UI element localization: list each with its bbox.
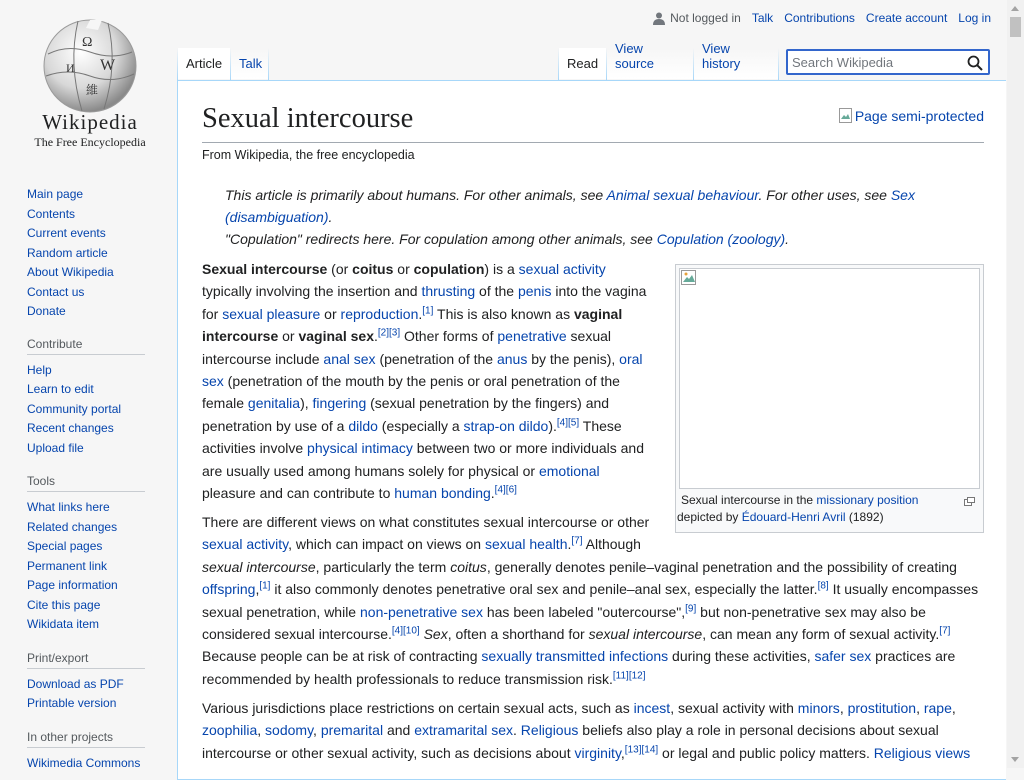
other-projects-heading: In other projects	[27, 730, 145, 748]
hatnote	[225, 184, 970, 250]
link-penis[interactable]: penis	[517, 283, 552, 300]
animal-sexual-behaviour-link[interactable]: Animal sexual behaviour	[606, 187, 759, 203]
link-physical-intimacy[interactable]: physical intimacy	[307, 440, 413, 457]
content-area	[177, 80, 1006, 780]
nav-tools	[27, 498, 152, 635]
page-title: Sexual intercourse	[202, 103, 984, 143]
sidebar-item-related-changes[interactable]: Related changes	[27, 519, 118, 534]
create-account-link[interactable]: Create account	[865, 11, 948, 25]
link-sexual-activity[interactable]: sexual activity	[518, 261, 606, 277]
link-penetrative[interactable]: penetrative	[497, 328, 567, 345]
link-incest[interactable]: incest	[633, 700, 671, 716]
sidebar-item-upload-file[interactable]: Upload file	[27, 440, 84, 455]
citation-6[interactable]: [6]	[505, 484, 517, 496]
link-oral-sex[interactable]: oral sex	[202, 350, 643, 390]
figure-caption: Sexual intercourse in the missionary position depicted by Édouard-Henri Avril (1892)	[677, 493, 919, 524]
hatnote-line-2: "Copulation" redirects here. For copulation among other animals, see Copulation (zoology).	[225, 231, 790, 247]
link-dildo[interactable]: dildo	[348, 417, 378, 434]
link-thrusting[interactable]: thrusting	[421, 283, 476, 300]
citation-7[interactable]: [7]	[571, 535, 583, 547]
link-extramarital-sex[interactable]: extramarital sex	[414, 722, 514, 739]
sidebar-item-community-portal[interactable]: Community portal	[27, 401, 122, 416]
sidebar-item-wikidata-item[interactable]: Wikidata item	[27, 617, 100, 631]
link-zoophilia[interactable]: zoophilia	[202, 722, 258, 739]
citation-12[interactable]: [12]	[628, 670, 646, 682]
citation-7b[interactable]: [7]	[939, 625, 951, 637]
sidebar-item-main-page[interactable]: Main page	[27, 187, 84, 201]
personal-tools	[653, 11, 991, 25]
link-reproduction[interactable]: reproduction	[340, 305, 419, 322]
scrollbar-thumb[interactable]	[1010, 17, 1021, 37]
puzzle-globe-icon	[38, 14, 142, 114]
site-subtitle: From Wikipedia, the free encyclopedia	[202, 148, 415, 162]
link-vagina[interactable]: vagina	[605, 283, 647, 300]
sidebar-item-contact[interactable]: Contact us	[27, 284, 85, 299]
nav-main	[27, 185, 152, 322]
logo-tagline: The Free Encyclopedia	[34, 135, 146, 149]
edouard-henri-avril-link[interactable]: Édouard-Henri Avril	[741, 510, 846, 524]
citation-1[interactable]: [1]	[422, 305, 434, 317]
not-logged-in-label: Not logged in	[670, 11, 741, 25]
link-premarital[interactable]: premarital	[320, 722, 384, 739]
tab-talk[interactable]: Talk	[231, 48, 268, 79]
tab-view-history[interactable]: View history	[694, 48, 778, 79]
sidebar-item-current-events[interactable]: Current events	[27, 226, 106, 240]
link-strap-on-dildo[interactable]: strap-on dildo	[463, 417, 549, 434]
enlarge-icon	[964, 497, 975, 506]
sidebar-item-special-pages[interactable]: Special pages	[27, 539, 103, 553]
search-input[interactable]	[788, 51, 957, 73]
protection-label: Page semi-protected	[854, 108, 984, 124]
link-sexual-health[interactable]: sexual health	[484, 536, 568, 553]
enlarge-button[interactable]	[964, 493, 975, 511]
svg-text:維: 維	[86, 83, 99, 97]
contribute-heading: Contribute	[27, 337, 145, 355]
sidebar-item-wikimedia-commons[interactable]: Wikimedia Commons	[27, 755, 141, 770]
link-fingering[interactable]: fingering	[312, 395, 367, 412]
svg-text:W: W	[100, 57, 116, 74]
hatnote-line-1: This article is primarily about humans. For other animals, see Animal sexual behaviour. For other uses, see Sex (disambiguation).	[225, 187, 915, 225]
sex-disambiguation-link[interactable]: Sex (disambiguation)	[225, 187, 915, 225]
user-icon	[653, 12, 665, 25]
citation-3[interactable]: [3]	[389, 327, 401, 339]
svg-text:И: И	[66, 61, 75, 75]
scroll-up-arrow[interactable]	[1011, 6, 1019, 11]
citation-13[interactable]: [13]	[624, 744, 642, 756]
sidebar-item-page-information[interactable]: Page information	[27, 578, 118, 592]
link-non-penetrative-sex[interactable]: non-penetrative sex	[360, 603, 483, 620]
link-sti[interactable]: sexually transmitted infections	[481, 648, 669, 665]
print-export-heading: Print/export	[27, 651, 145, 669]
citation-4c[interactable]: [4]	[391, 625, 404, 637]
link-sexual-pleasure[interactable]: sexual pleasure	[222, 305, 321, 322]
broken-image-icon	[839, 108, 853, 124]
sidebar-item-contents[interactable]: Contents	[27, 206, 76, 221]
link-prostitution[interactable]: prostitution	[847, 700, 917, 716]
broken-image-icon	[681, 270, 697, 286]
citation-2[interactable]: [2]	[377, 327, 389, 339]
link-human-bonding[interactable]: human bonding	[394, 485, 491, 502]
search-icon	[967, 55, 983, 71]
sidebar	[27, 185, 152, 773]
sidebar-item-random-article[interactable]: Random article	[27, 245, 108, 260]
sidebar-item-donate[interactable]: Donate	[27, 304, 66, 318]
wikipedia-logo[interactable]	[20, 14, 160, 154]
search-button[interactable]	[967, 55, 983, 76]
tab-view-source[interactable]: View source	[607, 48, 693, 79]
citation-14[interactable]: [14]	[641, 744, 659, 756]
sidebar-item-what-links-here[interactable]: What links here	[27, 500, 110, 514]
nav-print	[27, 675, 152, 714]
tools-heading: Tools	[27, 474, 145, 492]
citation-8[interactable]: [8]	[817, 580, 829, 592]
link-minors[interactable]: minors	[797, 700, 840, 716]
nav-contribute	[27, 361, 152, 459]
sidebar-item-printable-version[interactable]: Printable version	[27, 696, 117, 710]
scroll-down-arrow[interactable]	[1011, 757, 1019, 762]
svg-text:Ω: Ω	[82, 35, 93, 50]
log-in-link[interactable]: Log in	[958, 11, 991, 25]
link-rape[interactable]: rape	[923, 700, 952, 716]
link-anal-sex[interactable]: anal sex	[323, 350, 376, 367]
figure-image[interactable]	[679, 268, 980, 489]
citation-4[interactable]: [4]	[556, 417, 569, 429]
link-religious-views[interactable]: Religious views	[873, 744, 971, 761]
link-emotional[interactable]: emotional	[538, 462, 600, 479]
paragraph-2: There are different views on what constitutes sexual intercourse or other sexual activity, which can impact on views on sexual health.[7] Although sexual intercourse, particularly the term coitus, generally denotes penile–vaginal penetration and the possibility of creating offspring,[1] it also commonly denotes penetrative oral sex and penile–anal sex, especially the latter.[8] It usually encompasses sexual penetration, while non-penetrative sex has been labeled "outercourse",[9] but non-penetrative sex may also be considered sexual intercourse.[4][10] Sex, often a shorthand for sexual intercourse, can mean any form of sexual activity.[7] Because people can be at risk of contracting sexually transmitted infections during these activities, safer sex practices are recommended by health professionals to reduce transmission risk.[11][12]	[202, 514, 979, 687]
user-talk-link[interactable]: Talk	[751, 11, 774, 25]
tab-read[interactable]: Read	[559, 48, 606, 79]
link-offspring[interactable]: offspring	[202, 581, 256, 598]
contributions-link[interactable]: Contributions	[784, 11, 855, 25]
logo-wordmark: Wikipedia	[42, 110, 138, 134]
copulation-zoology-link[interactable]: Copulation (zoology)	[656, 231, 786, 247]
not-logged-in	[653, 11, 741, 25]
nav-projects	[27, 754, 152, 774]
citation-1b[interactable]: [1]	[259, 580, 271, 592]
link-sodomy[interactable]: sodomy	[265, 722, 314, 739]
link-religious[interactable]: Religious	[520, 722, 579, 739]
vertical-scrollbar[interactable]	[1007, 0, 1024, 768]
figure-thumbnail	[675, 264, 984, 533]
link-anus[interactable]: anus	[496, 350, 528, 367]
citation-9[interactable]: [9]	[685, 602, 697, 614]
sidebar-item-download-pdf[interactable]: Download as PDF	[27, 676, 124, 691]
link-genitalia[interactable]: genitalia	[247, 395, 301, 412]
tab-article[interactable]: Article	[178, 48, 230, 79]
link-sexual-activity-2[interactable]: sexual activity	[202, 536, 289, 553]
paragraph-1: Sexual intercourse (or coitus or copulation) is a sexual activity typically involving the insertion and thrusting of the penis into the vagina for sexual pleasure or reproduction.[1] This is also known as vaginal intercourse or vaginal sex.[2][3] Other forms of penetrative sexual intercourse include anal sex (penetration of the anus by the penis), oral sex (penetration of the mouth by the penis or oral penetration of the female genitalia), fingering (sexual penetration by the fingers) and penetration by use of a dildo (especially a strap-on dildo).[4][5] These activities involve physical intimacy between two or more individuals and are usually used among humans solely for physical or emotional pleasure and can contribute to human bonding.[4][6]	[202, 261, 647, 502]
sidebar-item-learn-to-edit[interactable]: Learn to edit	[27, 382, 94, 396]
sidebar-item-help[interactable]: Help	[27, 362, 52, 377]
sidebar-item-cite-this-page[interactable]: Cite this page	[27, 597, 101, 612]
search-box	[786, 49, 990, 75]
citation-4b[interactable]: [4]	[494, 484, 506, 496]
paragraph-3: Various jurisdictions place restrictions on certain sexual acts, such as incest, sexual activity with minors, prostitution, rape, zoophilia, sodomy, premarital and extramarital sex. Religious beliefs also play a role in personal decisions about sexual intercourse or other sexual activity, such as decisions about virginity,[13][14] or legal and public policy matters. Religious views	[202, 700, 971, 761]
link-virginity[interactable]: virginity	[574, 744, 621, 761]
protection-indicator[interactable]	[839, 108, 984, 124]
missionary-position-link[interactable]: missionary position	[816, 493, 919, 507]
sidebar-item-permanent-link[interactable]: Permanent link	[27, 558, 108, 573]
sidebar-item-about[interactable]: About Wikipedia	[27, 265, 114, 279]
citation-10[interactable]: [10]	[403, 625, 420, 637]
sidebar-item-recent-changes[interactable]: Recent changes	[27, 421, 114, 435]
citation-5[interactable]: [5]	[568, 417, 580, 429]
citation-11[interactable]: [11]	[612, 670, 629, 682]
link-safer-sex[interactable]: safer sex	[814, 648, 872, 665]
